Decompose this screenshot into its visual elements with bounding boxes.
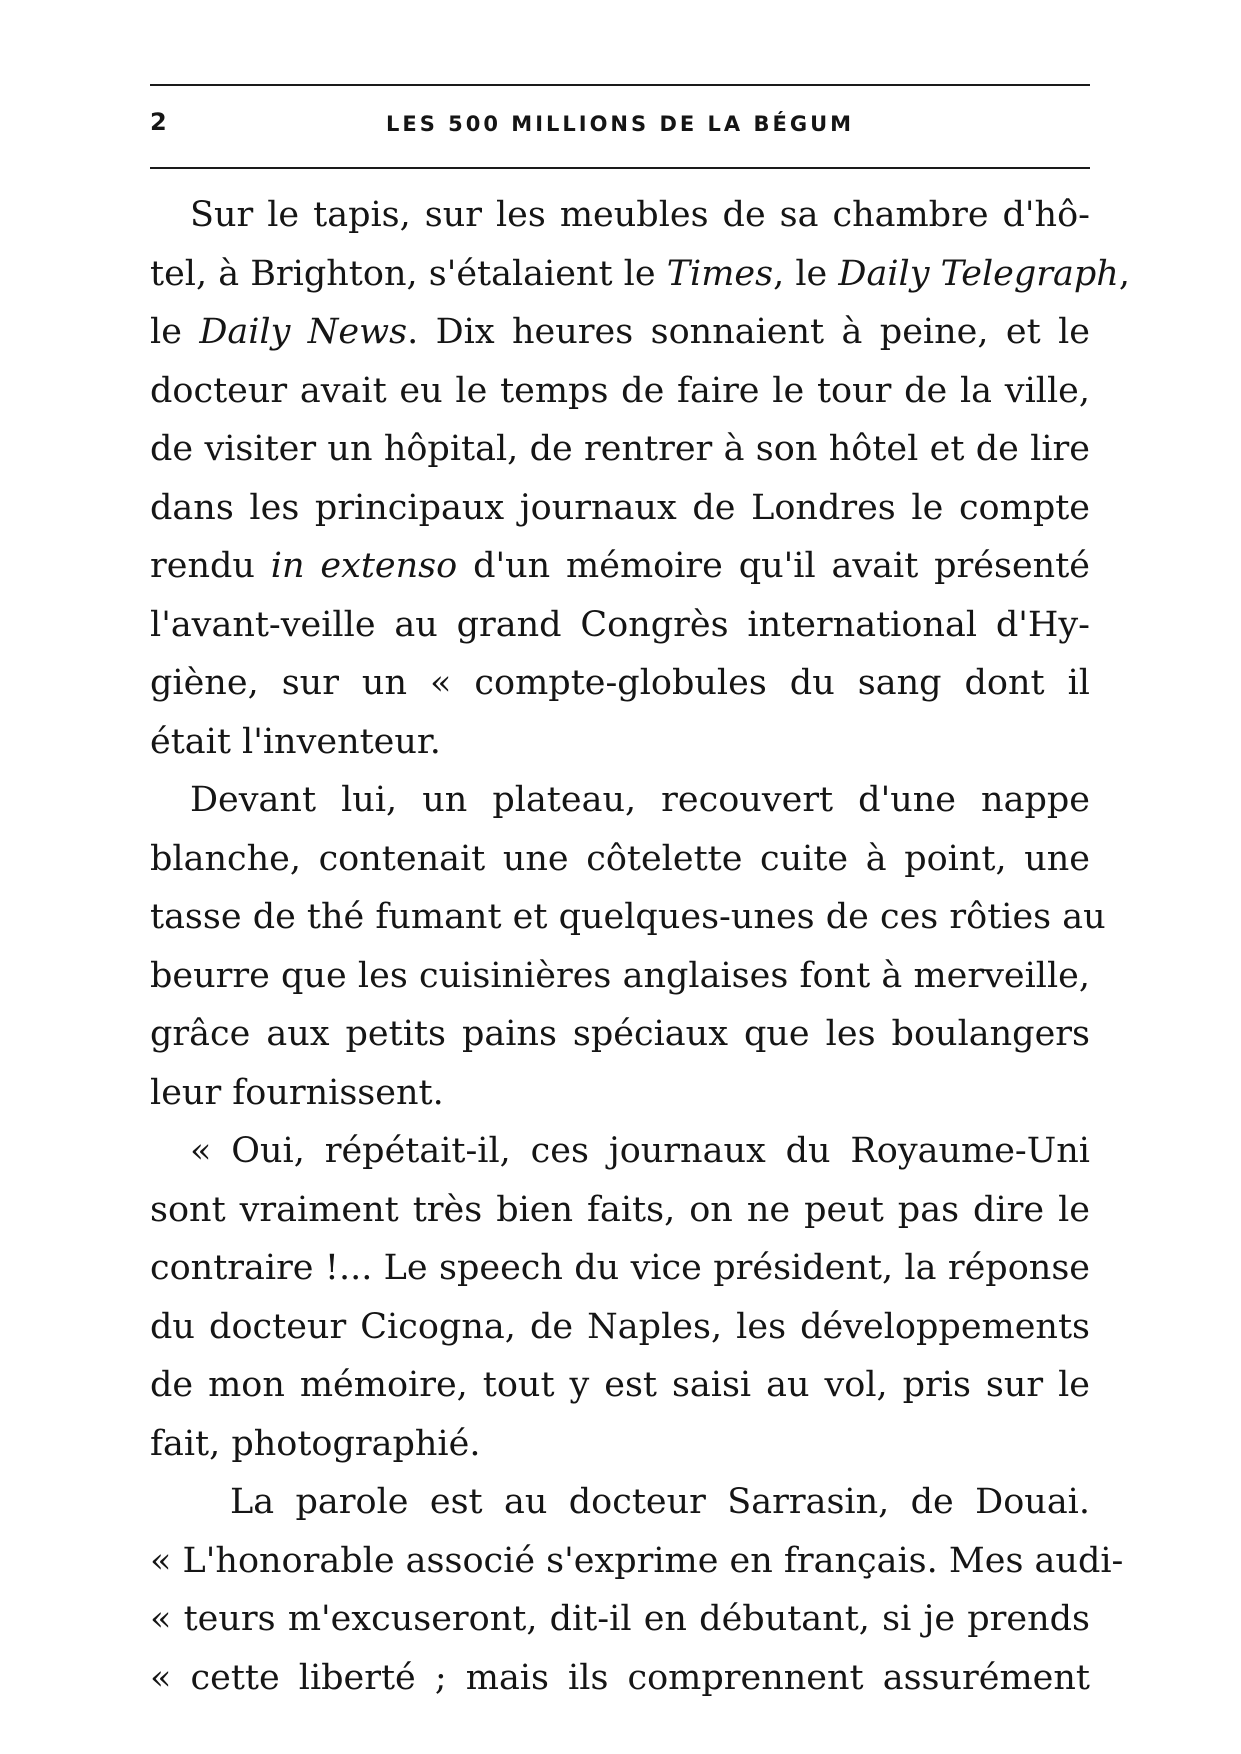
text-line: du docteur Cicogna, de Naples, les développements: [150, 1306, 1090, 1347]
text-line: « teurs m'excuseront, dit-il en débutant, si je prends: [150, 1599, 1090, 1639]
text-line: fait, photographié.: [150, 1423, 481, 1464]
running-header: [150, 108, 1090, 148]
text-line: le Daily News. Dix heures sonnaient à peine, et le: [150, 312, 1090, 352]
text-line: Sur le tapis, sur les meubles de sa chambre d'hô-: [190, 195, 1090, 235]
text-line: La parole est au docteur Sarrasin, de Douai.: [230, 1482, 1090, 1522]
text-line: tasse de thé fumant et quelques-unes de ces rôties au: [150, 897, 1106, 937]
text-line: dans les principaux journaux de Londres le compte: [150, 487, 1090, 528]
text-line: l'avant-veille au grand Congrès international d'Hy-: [150, 604, 1090, 645]
text-line: de visiter un hôpital, de rentrer à son hôtel et de lire: [150, 429, 1090, 469]
text-line: giène, sur un « compte-globules du sang dont il: [150, 663, 1090, 703]
text-line: « L'honorable associé s'exprime en français. Mes audi-: [150, 1540, 1124, 1581]
text-line: docteur avait eu le temps de faire le tour de la ville,: [150, 370, 1090, 411]
text-line: était l'inventeur.: [150, 721, 441, 762]
text-line: « cette liberté ; mais ils comprennent assurément: [150, 1657, 1090, 1698]
text-line: beurre que les cuisinières anglaises font à merveille,: [150, 955, 1090, 996]
text-line: blanche, contenait une côtelette cuite à point, une: [150, 838, 1090, 879]
page-number: 2: [150, 108, 167, 136]
text-line: rendu in extenso d'un mémoire qu'il avait présenté: [150, 546, 1090, 586]
text-line: Devant lui, un plateau, recouvert d'une nappe: [190, 780, 1090, 820]
running-title: LES 500 MILLIONS DE LA BÉGUM: [385, 112, 855, 136]
text-line: de mon mémoire, tout y est saisi au vol, pris sur le: [150, 1365, 1090, 1405]
text-line: « Oui, répétait-il, ces journaux du Royaume-Uni: [190, 1131, 1090, 1171]
text-line: tel, à Brighton, s'étalaient le Times, le Daily Telegraph,: [150, 253, 1130, 294]
text-line: sont vraiment très bien faits, on ne peut pas dire le: [150, 1189, 1090, 1230]
text-line: grâce aux petits pains spéciaux que les boulangers: [150, 1014, 1090, 1054]
text-line: contraire !... Le speech du vice président, la réponse: [150, 1248, 1090, 1288]
header-top-rule: [150, 84, 1090, 86]
text-line: leur fournissent.: [150, 1072, 444, 1113]
body-text: [150, 186, 1130, 1707]
header-bottom-rule: [150, 167, 1090, 169]
